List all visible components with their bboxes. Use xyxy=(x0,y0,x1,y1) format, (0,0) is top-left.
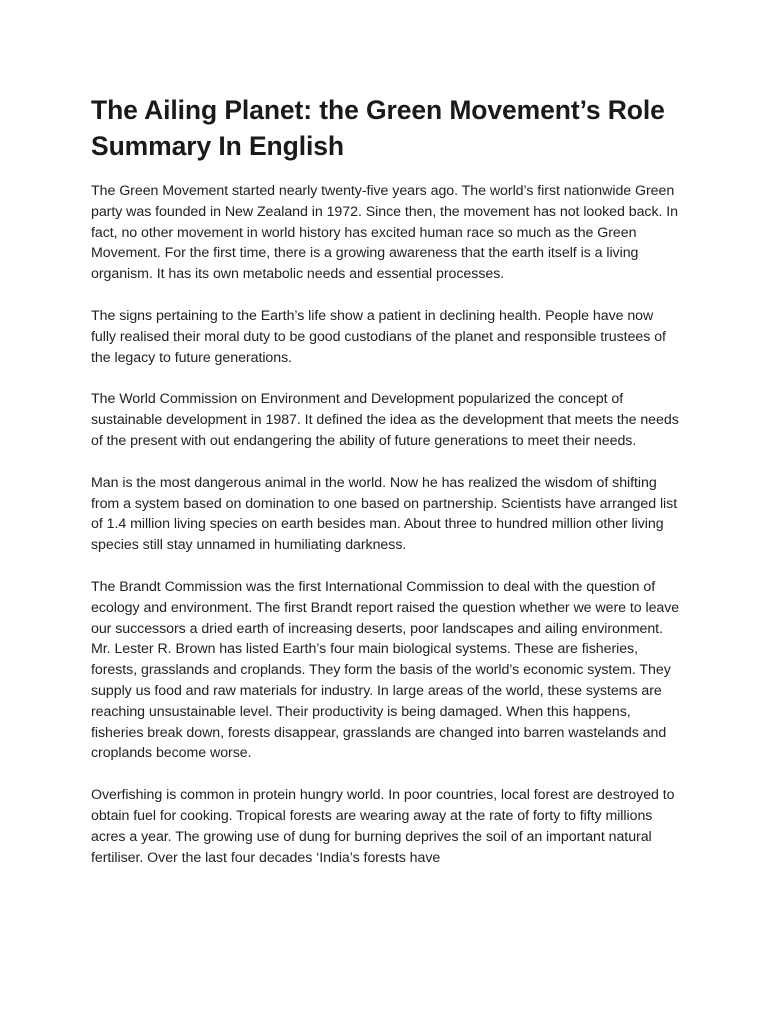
paragraph-green-movement: The Green Movement started nearly twenty-five years ago. The world’s first nationwide Green party was founded in New Zealand in 1972. Since then, the movement has not looked back. In fact, no other movement in world history has excited human race so much as the Green Movement. For the first time, there is a growing awareness that the earth itself is a living organism. It has its own metabolic needs and essential processes. xyxy=(91,183,679,283)
paragraph-overfishing: Overfishing is common in protein hungry world. In poor countries, local forest are destroyed to obtain fuel for cooking. Tropical forests are wearing away at the rate of forty to fifty millions acres a year. The growing use of dung for burning deprives the soil of an important natural fertiliser. Over the last four decades ‘India’s forests have xyxy=(91,787,675,866)
paragraph-world-commission: The World Commission on Environment and Development popularized the concept of sustainable development in 1987. It defined the idea as the development that meets the needs of the present with out endangering the ability of future generations to meet their needs. xyxy=(91,391,679,449)
document-title: The Ailing Planet: the Green Movement’s Role Summary In English xyxy=(91,95,665,161)
paragraph-earth-health: The signs pertaining to the Earth’s life show a patient in declining health. People have now fully realised their moral duty to be good custodians of the planet and responsible trustees of the legacy to future generations. xyxy=(91,307,666,366)
document-page xyxy=(91,92,681,889)
paragraph-brandt-commission: The Brandt Commission was the first International Commission to deal with the question of ecology and environment. The first Brandt report raised the question whether we were to leave our successors a dried earth of increasing deserts, poor landscapes and ailing environment. Mr. Lester R. Brown has listed Earth’s four main biological systems. These are fisheries, forests, grasslands and croplands. They form the basis of the world’s economic system. They supply us food and raw materials for industry. In large areas of the world, these systems are reaching unsustainable level. Their productivity is being damaged. When this happens, fisheries break down, forests disappear, grasslands are changed into barren wastelands and croplands become worse. xyxy=(91,578,680,762)
paragraph-dangerous-animal: Man is the most dangerous animal in the world. Now he has realized the wisdom of shifting from a system based on domination to one based on partnership. Scientists have arranged list of 1.4 million living species on earth besides man. About three to hundred million other living species still stay unnamed in humiliating darkness. xyxy=(91,474,678,554)
